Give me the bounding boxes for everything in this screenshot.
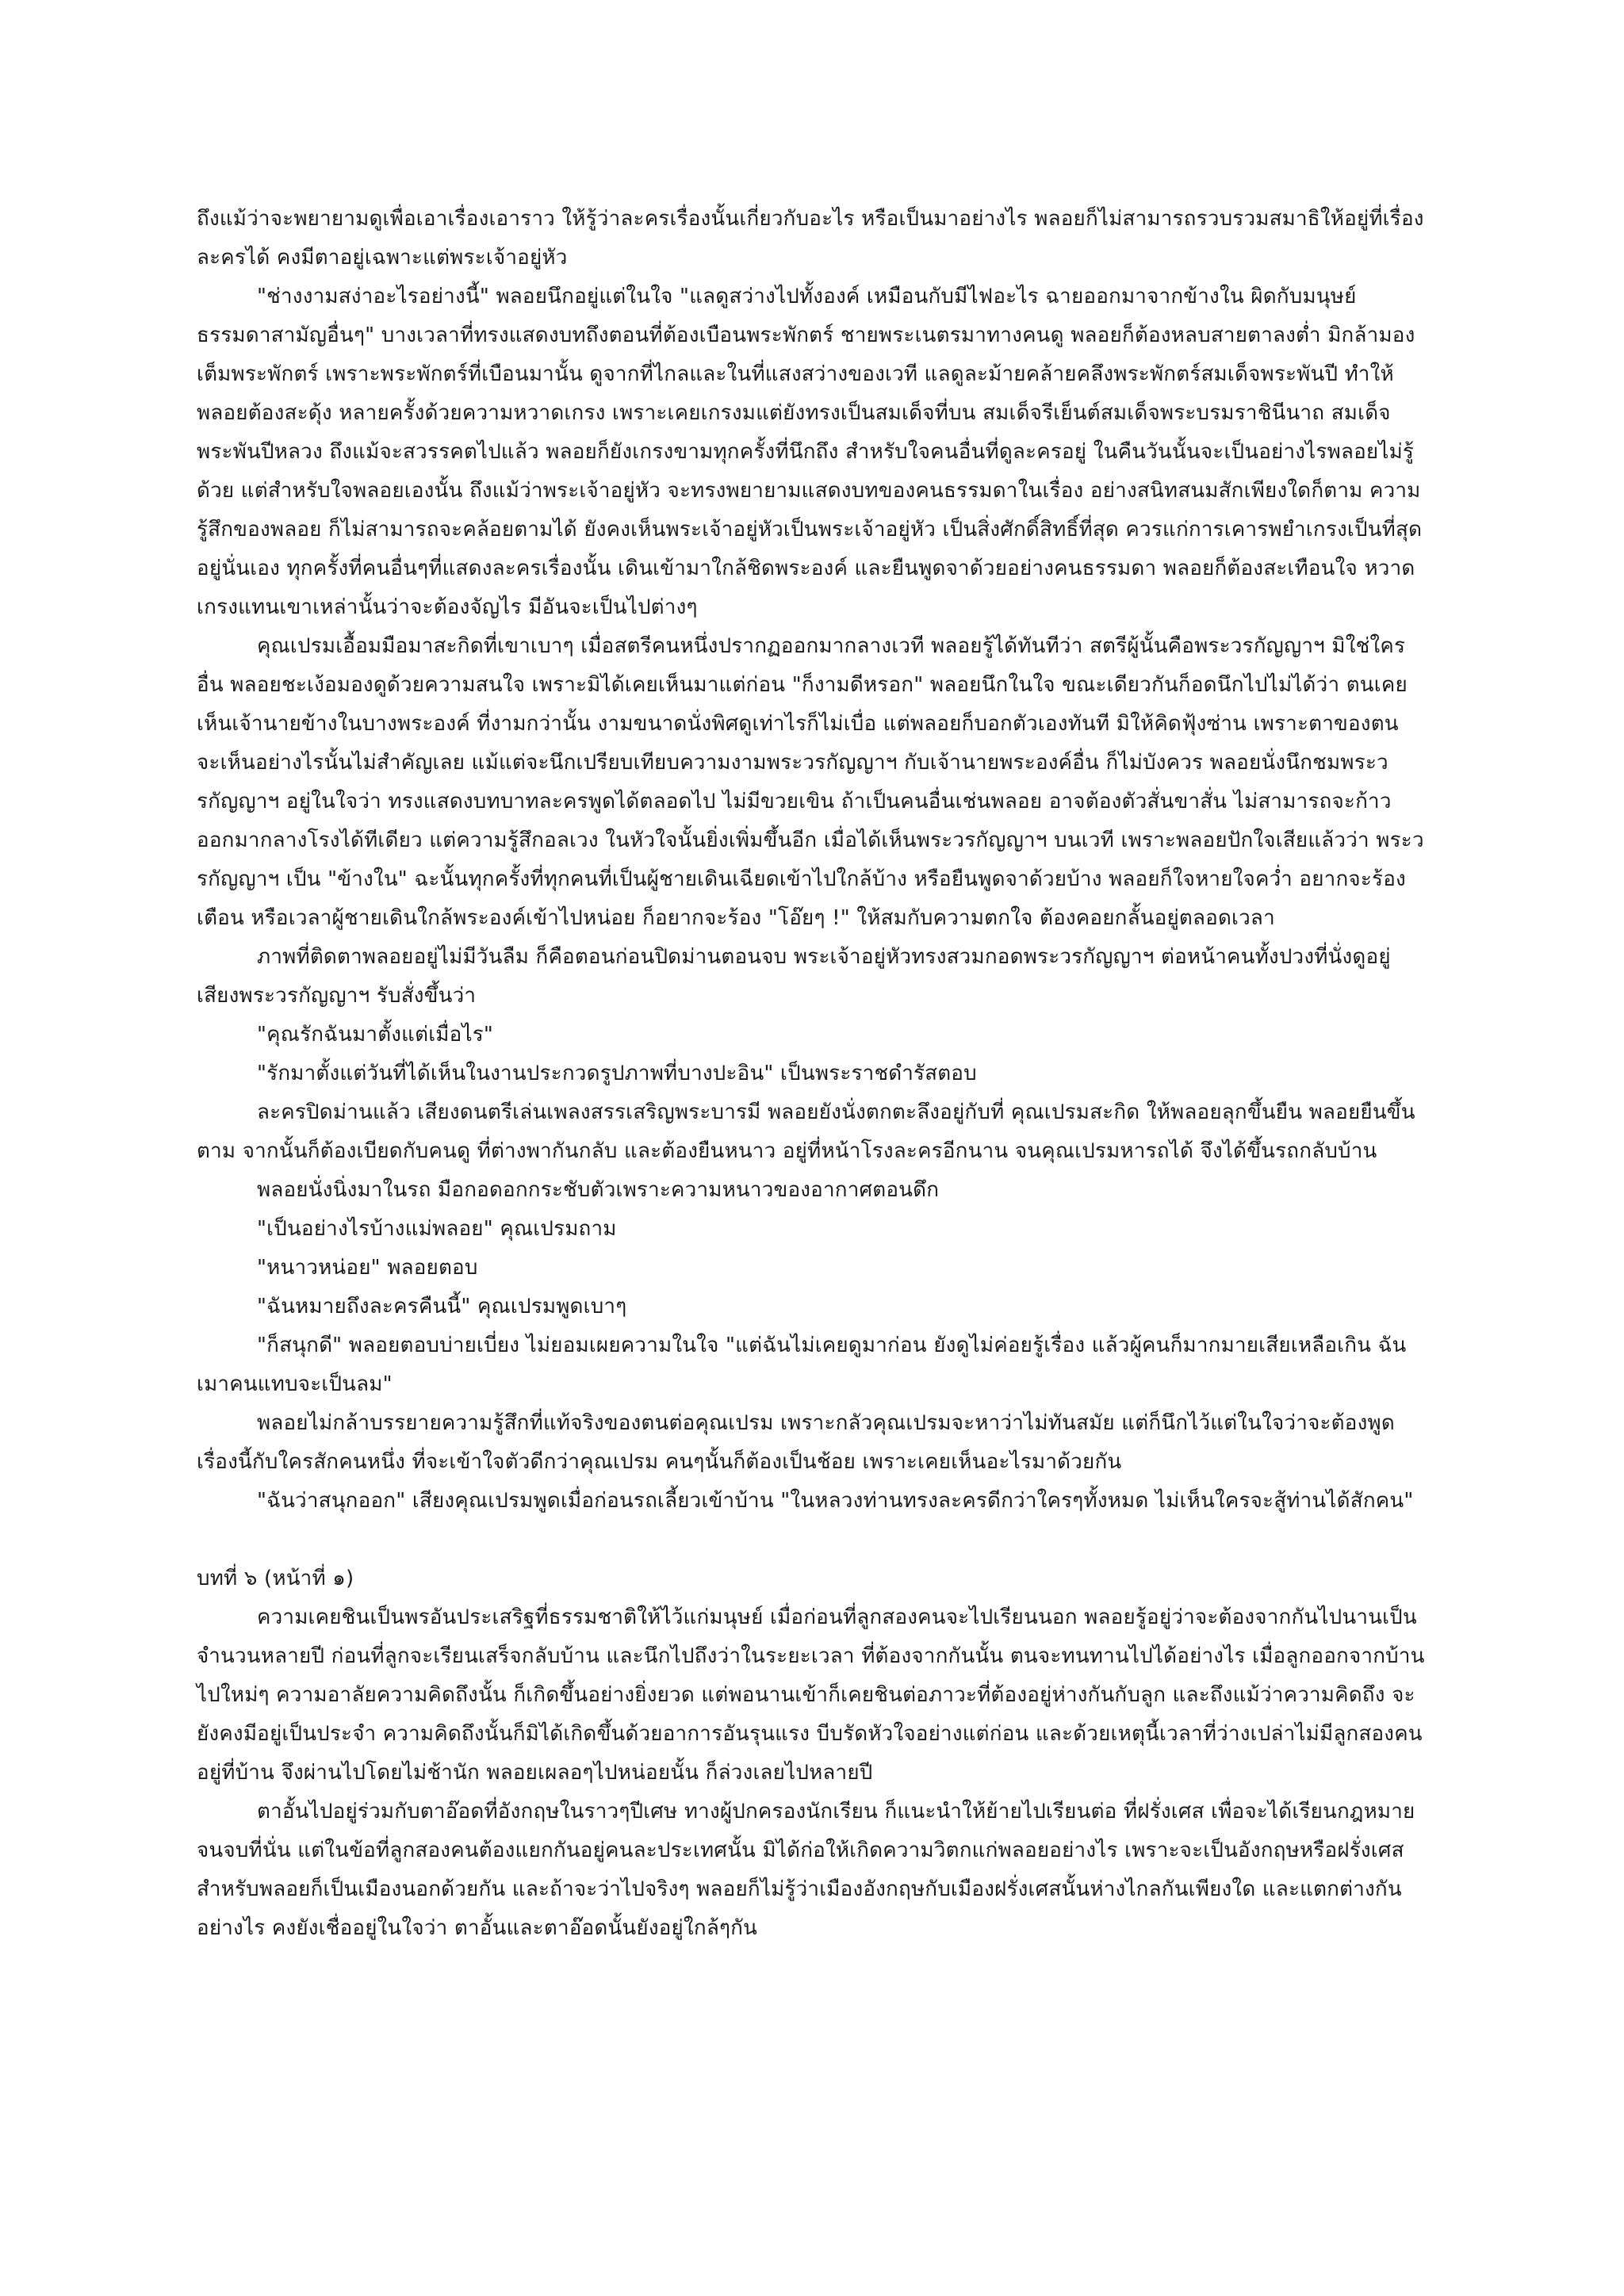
- paragraph-14: "ฉันว่าสนุกออก" เสียงคุณเปรมพูดเมื่อก่อนรถเลี้ยวเข้าบ้าน "ในหลวงท่านทรงละครดีกว่าใครๆทั้งหมด ไม่เห็นใครจะสู้ท่านได้สักคน": [257, 1489, 1414, 1513]
- paragraph-2: "ช่างงามสง่าอะไรอย่างนี้" พลอยนึกอยู่แต่ในใจ "แลดูสว่างไปทั้งองค์ เหมือนกับมีไฟอะไร ฉายออกมาจากข้างใน ผิดกับมนุษย์ธรรมดาสามัญอื่นๆ" บางเวลาที่ทรงแสดงบทถึงตอนที่ต้องเบือนพระพักตร์ ชายพระเนตรมาทางคนดู พลอยก็ต้องหลบสายตาลงต่ำ มิกล้ามองเต็มพระพักตร์ เพราะพระพักตร์ที่เบือนมานั้น ดูจากที่ไกลและในที่แสงสว่างของเวที แลดูละม้ายคล้ายคลึงพระพักตร์สมเด็จพระพันปี ทำให้พลอยต้องสะดุ้ง หลายครั้งด้วยความหวาดเกรง เพราะเคยเกรงมแต่ยังทรงเป็นสมเด็จที่บน สมเด็จรีเย็นต์สมเด็จพระบรมราชินีนาถ สมเด็จพระพันปีหลวง ถึงแม้จะสวรรคตไปแล้ว พลอยก็ยังเกรงขามทุกครั้งที่นึกถึง สำหรับใจคนอื่นที่ดูละครอยู่ ในคืนวันนั้นจะเป็นอย่างไรพลอยไม่รู้ด้วย แต่สำหรับใจพลอยเองนั้น ถึงแม้ว่าพระเจ้าอยู่หัว จะทรงพยายามแสดงบทของคนธรรมดาในเรื่อง อย่างสนิทสนมสักเพียงใดก็ตาม ความรู้สึกของพลอย ก็ไม่สามารถจะคล้อยตามได้ ยังคงเห็นพระเจ้าอยู่หัวเป็นพระเจ้าอยู่หัว เป็นสิ่งศักดิ์สิทธิ์ที่สุด ควรแก่การเคารพยำเกรงเป็นที่สุดอยู่นั่นเอง ทุกครั้งที่คนอื่นๆที่แสดงละครเรื่องนั้น เดินเข้ามาใกล้ชิดพระองค์ และยืนพูดจาด้วยอย่างคนธรรมดา พลอยก็ต้องสะเทือนใจ หวาดเกรงแทนเขาเหล่านั้นว่าจะต้องจัญไร มีอันจะเป็นไปต่างๆ: [197, 285, 1423, 619]
- paragraph-8: พลอยนั่งนิ่งมาในรถ มือกอดอกกระชับตัวเพราะความหนาวของอากาศตอนดึก: [257, 1178, 940, 1202]
- paragraph-15: ความเคยชินเป็นพรอันประเสริฐที่ธรรมชาติให้ไว้แก่มนุษย์ เมื่อก่อนที่ลูกสองคนจะไปเรียนนอก พลอยรู้อยู่ว่าจะต้องจากกันไปนานเป็นจำนวนหลายปี ก่อนที่ลูกจะเรียนเสร็จกลับบ้าน และนึกไปถึงว่าในระยะเวลา ที่ต้องจากกันนั้น ตนจะทนทานไปได้อย่างไร เมื่อลูกออกจากบ้านไปใหม่ๆ ความอาลัยความคิดถึงนั้น ก็เกิดขึ้นอย่างยิ่งยวด แต่พอนานเข้าก็เคยชินต่อภาวะที่ต้องอยู่ห่างกันกับลูก และถึงแม้ว่าความคิดถึง จะยังคงมีอยู่เป็นประจำ ความคิดถึงนั้นก็มิได้เกิดขึ้นด้วยอาการอันรุนแรง บีบรัดหัวใจอย่างแต่ก่อน และด้วยเหตุนี้เวลาที่ว่างเปล่าไม่มีลูกสองคนอยู่ที่บ้าน จึงผ่านไปโดยไม่ช้านัก พลอยเผลอๆไปหน่อยนั้น ก็ล่วงเลยไปหลายปี: [197, 1605, 1425, 1785]
- paragraph-4: ภาพที่ติดตาพลอยอยู่ไม่มีวันลืม ก็คือตอนก่อนปิดม่านตอนจบ พระเจ้าอยู่หัวทรงสวมกอดพระวรกัญญาฯ ต่อหน้าคนทั้งปวงที่นั่งดูอยู่ เสียงพระวรกัญญาฯ รับสั่งขึ้นว่า: [197, 945, 1391, 1008]
- paragraph-9: "เป็นอย่างไรบ้างแม่พลอย" คุณเปรมถาม: [257, 1217, 617, 1241]
- paragraph-16: ตาอั้นไปอยู่ร่วมกับตาอ๊อดที่อังกฤษในราวๆปีเศษ ทางผู้ปกครองนักเรียน ก็แนะนำให้ย้ายไปเรียนต่อ ที่ฝรั่งเศส เพื่อจะได้เรียนกฎหมายจนจบที่นั่น แต่ในข้อที่ลูกสองคนต้องแยกกันอยู่คนละประเทศนั้น มิได้ก่อให้เกิดความวิตกแก่พลอยอย่างไร เพราะจะเป็นอังกฤษหรือฝรั่งเศส สำหรับพลอยก็เป็นเมืองนอกด้วยกัน และถ้าจะว่าไปจริงๆ พลอยก็ไม่รู้ว่าเมืองอังกฤษกับเมืองฝรั่งเศสนั้นห่างไกลกันเพียงใด และแตกต่างกันอย่างไร คงยังเชื่ออยู่ในใจว่า ตาอั้นและตาอ๊อดนั้นยังอยู่ใกล้ๆกัน: [197, 1800, 1415, 1940]
- paragraph-6: "รักมาตั้งแต่วันที่ได้เห็นในงานประกวดรูปภาพที่บางปะอิน" เป็นพระราชดำรัสตอบ: [257, 1062, 977, 1085]
- chapter-heading: บทที่ ๖ (หน้าที่ ๑): [197, 1567, 354, 1590]
- body-text: [197, 200, 1426, 1948]
- paragraph-10: "หนาวหน่อย" พลอยตอบ: [257, 1256, 478, 1280]
- paragraph-3: คุณเปรมเอื้อมมือมาสะกิดที่เขาเบาๆ เมื่อสตรีคนหนึ่งปรากฏออกมากลางเวที พลอยรู้ได้ทันทีว่า สตรีผู้นั้นคือพระวรกัญญาฯ มิใช่ใครอื่น พลอยชะเง้อมองดูด้วยความสนใจ เพราะมิได้เคยเห็นมาแต่ก่อน "ก็งามดีหรอก" พลอยนึกในใจ ขณะเดียวกันก็อดนึกไปไม่ได้ว่า ตนเคยเห็นเจ้านายข้างในบางพระองค์ ที่งามกว่านั้น งามขนาดนั่งพิศดูเท่าไรก็ไม่เบื่อ แต่พลอยก็บอกตัวเองทันที มิให้คิดฟุ้งซ่าน เพราะตาของตน จะเห็นอย่างไรนั้นไม่สำคัญเลย แม้แต่จะนึกเปรียบเทียบความงามพระวรกัญญาฯ กับเจ้านายพระองค์อื่น ก็ไม่บังควร พลอยนั่งนึกชมพระวรกัญญาฯ อยู่ในใจว่า ทรงแสดงบทบาทละครพูดได้ตลอดไป ไม่มีขวยเขิน ถ้าเป็นคนอื่นเช่นพลอย อาจต้องตัวสั่นขาสั่น ไม่สามารถจะก้าวออกมากลางโรงได้ทีเดียว แต่ความรู้สึกอลเวง ในหัวใจนั้นยิ่งเพิ่มขึ้นอีก เมื่อได้เห็นพระวรกัญญาฯ บนเวที เพราะพลอยปักใจเสียแล้วว่า พระวรกัญญาฯ เป็น "ข้างใน" ฉะนั้นทุกครั้งที่ทุกคนที่เป็นผู้ชายเดินเฉียดเข้าไปใกล้บ้าง หรือยืนพูดจาด้วยบ้าง พลอยก็ใจหายใจคว่ำ อยากจะร้องเตือน หรือเวลาผู้ชายเดินใกล้พระองค์เข้าไปหน่อย ก็อยากจะร้อง "โอ๊ยๆ !" ให้สมกับความตกใจ ต้องคอยกลั้นอยู่ตลอดเวลา: [197, 634, 1424, 930]
- paragraph-5: "คุณรักฉันมาตั้งแต่เมื่อไร": [257, 1023, 494, 1047]
- paragraph-1: ถึงแม้ว่าจะพยายามดูเพื่อเอาเรื่องเอาราว ให้รู้ว่าละครเรื่องนั้นเกี่ยวกับอะไร หรือเป็นมาอย่างไร พลอยก็ไม่สามารถรวบรวมสมาธิให้อยู่ที่เรื่องละครได้ คงมีตาอยู่เฉพาะแต่พระเจ้าอยู่หัว: [197, 207, 1424, 270]
- paragraph-12: "ก็สนุกดี" พลอยตอบบ่ายเบี่ยง ไม่ยอมเผยความในใจ "แต่ฉันไม่เคยดูมาก่อน ยังดูไม่ค่อยรู้เรื่อง แล้วผู้คนก็มากมายเสียเหลือเกิน ฉันเมาคนแทบจะเป็นลม": [197, 1334, 1407, 1396]
- paragraph-13: พลอยไม่กล้าบรรยายความรู้สึกที่แท้จริงของตนต่อคุณเปรม เพราะกลัวคุณเปรมจะหาว่าไม่ทันสมัย แต่ก็นึกไว้แต่ในใจว่าจะต้องพูดเรื่องนี้กับใครสักคนหนึ่ง ที่จะเข้าใจตัวดีกว่าคุณเปรม คนๆนั้นก็ต้องเป็นช้อย เพราะเคยเห็นอะไรมาด้วยกัน: [197, 1411, 1395, 1474]
- paragraph-7: ละครปิดม่านแล้ว เสียงดนตรีเล่นเพลงสรรเสริญพระบารมี พลอยยังนั่งตกตะลึงอยู่กับที่ คุณเปรมสะกิด ให้พลอยลุกขึ้นยืน พลอยยืนขึ้นตาม จากนั้นก็ต้องเบียดกับคนดู ที่ต่างพากันกลับ และต้องยืนหนาว อยู่ที่หน้าโรงละครอีกนาน จนคุณเปรมหารถได้ จึงได้ขึ้นรถกลับบ้าน: [197, 1100, 1415, 1163]
- paragraph-11: "ฉันหมายถึงละครคืนนี้" คุณเปรมพูดเบาๆ: [257, 1295, 627, 1318]
